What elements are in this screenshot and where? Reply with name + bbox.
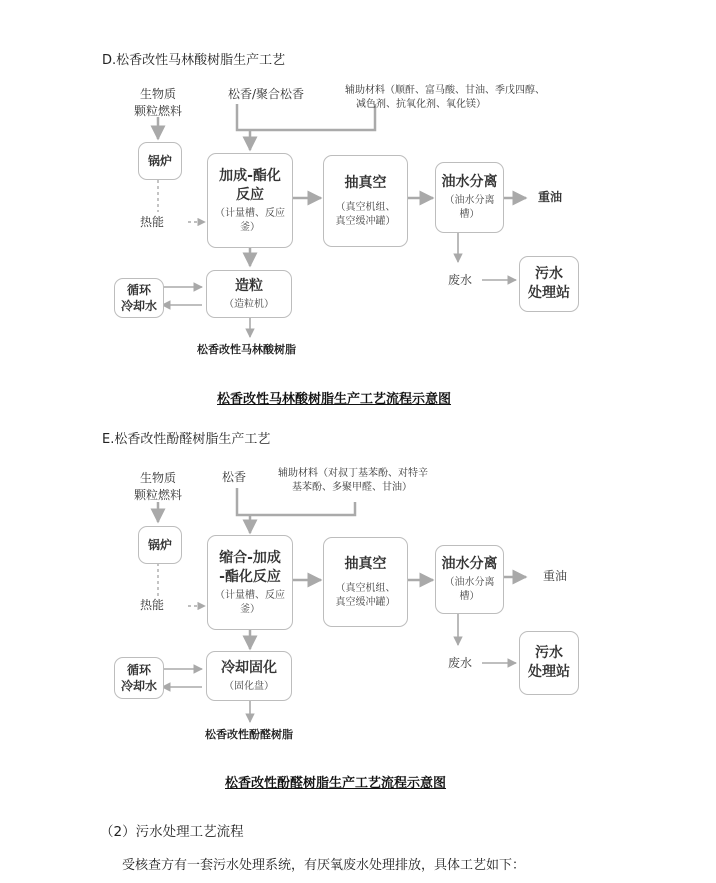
boiler-box-e: 锅炉	[138, 526, 182, 564]
esterification-reaction-box: 加成-酯化 反应 （计量槽、反应 釜）	[207, 153, 293, 248]
heat-label: 热能	[140, 215, 165, 229]
section-d-heading: D.松香改性马林酸树脂生产工艺	[102, 53, 286, 68]
heavy-oil-label: 重油	[538, 190, 563, 204]
product-label: 松香改性马林酸树脂	[197, 343, 296, 356]
rosin-input-label-e: 松香	[222, 470, 247, 484]
wastewater-label-e: 废水	[448, 656, 473, 670]
sewage-treatment-box: 污水 处理站	[519, 256, 579, 312]
product-label-e: 松香改性酚醛树脂	[205, 728, 293, 741]
sewage-treatment-box-e: 污水 处理站	[519, 631, 579, 695]
auxiliary-materials-label: 辅助材料（顺酐、富马酸、甘油、季戊四醇、 减色剂、抗氧化剂、氧化镁）	[345, 85, 545, 110]
heat-label-e: 热能	[140, 598, 165, 612]
section-e-heading: E.松香改性酚醛树脂生产工艺	[102, 432, 271, 447]
fuel-input-label: 生物质 颗粒燃料	[133, 87, 182, 118]
fuel-input-label-e: 生物质 颗粒燃料	[133, 471, 182, 502]
condensation-reaction-box: 缩合-加成 -酯化反应 （计量槽、反应 釜）	[207, 535, 293, 630]
auxiliary-materials-label-e: 辅助材料（对叔丁基苯酚、对特辛 基苯酚、多聚甲醛、甘油）	[278, 468, 428, 493]
section-2-paragraph: 受核查方有一套污水处理系统，有厌氧废水处理排放，具体工艺如下：	[122, 858, 526, 873]
circulating-cooling-water-box-e: 循环 冷却水	[114, 657, 164, 699]
diagram-caption: 松香改性马林酸树脂生产工艺流程示意图	[217, 392, 452, 407]
vacuum-box: 抽真空 （真空机组、 真空缓冲罐）	[323, 155, 408, 247]
wastewater-label: 废水	[448, 273, 473, 287]
cooling-solidification-box: 冷却固化 （固化盘）	[206, 651, 292, 701]
diagram-caption-e: 松香改性酚醛树脂生产工艺流程示意图	[225, 776, 447, 791]
circulating-cooling-water-box: 循环 冷却水	[114, 278, 164, 318]
rosin-input-label: 松香/聚合松香	[228, 87, 305, 101]
oil-water-separation-box-e: 油水分离 （油水分离 槽）	[435, 545, 504, 614]
vacuum-box-e: 抽真空 （真空机组、 真空缓冲罐）	[323, 537, 408, 627]
section-2-heading: （2）污水处理工艺流程	[100, 824, 244, 840]
boiler-box: 锅炉	[138, 142, 182, 180]
heavy-oil-label-e: 重油	[543, 569, 568, 583]
oil-water-separation-box: 油水分离 （油水分离 槽）	[435, 162, 504, 233]
pelletizing-box: 造粒 （造粒机）	[206, 270, 292, 318]
